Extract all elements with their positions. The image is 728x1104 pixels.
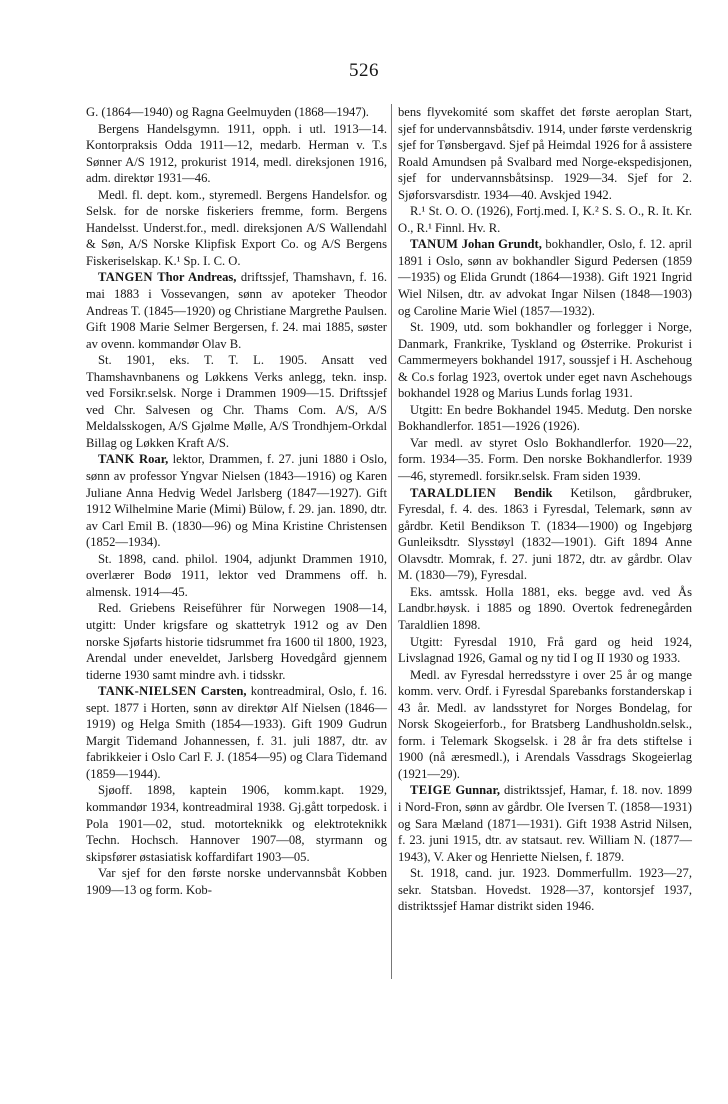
- entry-given-name: Gunnar,: [455, 783, 501, 798]
- entry-text: lektor, Drammen, f. 27. juni 1880 i Oslo, sønn av professor Yngvar Nielsen (1843—1916) og Karen Juliane Anna Hedvig Wedel Jarlsberg (1847—1927). Gift 1912 Wilhelmine Marie (Mimi) Bülow, f. 29. jan. 1890, dtr. av Carl Emil B. (1830—96) og Mina Kristine Christensen (1852—1934).: [86, 452, 388, 550]
- entry-tanum: [398, 236, 692, 319]
- entry-given-name: Johan Grundt,: [461, 237, 542, 252]
- paragraph: Utgitt: Fyresdal 1910, Frå gard og heid 1924, Livslagnad 1926, Gamal og ny tid I og II 1930 og 1933.: [398, 634, 692, 666]
- paragraph: Var medl. av styret Oslo Bokhandlerfor. 1920—22, form. 1934—35. Form. Den norske Bokhandlerfor. 1939—46, styremedl. forsikr.selsk. Fram siden 1939.: [398, 435, 692, 484]
- entry-text: Ketilson, gårdbruker, Fyresdal, f. 4. des. 1863 i Fyresdal, Telemark, sønn av gårdbr. Ketil Bendikson T. (1834—1900) og Ingebjørg Gunleiksdtr. Slysstøyl (1832—1901). Gift 1894 Anne Olavsdtr. Momrak, f. 27. juni 1872, dtr. av gårdbr. Olav M. (1830—79), Fyresdal.: [398, 485, 692, 583]
- entry-teige: [398, 782, 692, 865]
- paragraph: R.¹ St. O. O. (1926), Fortj.med. I, K.² S. S. O., R. It. Kr. O., R.¹ Finnl. Hv. R.: [398, 204, 692, 235]
- paragraph: St. 1898, cand. philol. 1904, adjunkt Drammen 1910, overlærer Bodø 1911, lektor ved Drammens off. h. almensk. 1914—45.: [86, 551, 387, 599]
- paragraph: St. 1909, utd. som bokhandler og forlegger i Norge, Danmark, Frankrike, Tyskland og Østerrike. Prokurist i Cammermeyers bokhandel 1917, soussjef i H. Aschehoug & Co.s forlag 1923, overtok under eget navn Aschehougs bokhandel 1928 og Marius Lunds forlag 1931.: [398, 320, 692, 401]
- left-column: [86, 104, 387, 898]
- paragraph: Eks. amtssk. Holla 1881, eks. begge avd. ved Ås Landbr.høysk. i 1885 og 1890. Overtok fedrenegården Taraldlien 1898.: [398, 584, 692, 632]
- paragraph: Sjøoff. 1898, kaptein 1906, komm.kapt. 1929, kommandør 1934, kontreadmiral 1938. Gj.gått torpedosk. i Pola 1901—02, stud. motorteknikk og elektroteknikk Techn. Hochsch. Hannover 1907—08, styrmann og skipsfører østasiatisk koffardifart 1903—05.: [86, 783, 387, 864]
- entry-tank: [86, 451, 387, 550]
- entry-surname: TANUM: [410, 237, 459, 252]
- entry-given-name: Roar,: [139, 452, 169, 467]
- entry-text: driftssjef, Thamshavn, f. 16. mai 1883 i Vossevangen, sønn av apoteker Theodor Andreas T. (1845—1920) og Christiane Margrethe Paulsen. Gift 1908 Marie Selmer Bergersen, f. 24. mai 1885, søster av ovenn. kommandør Olav B.: [86, 270, 387, 351]
- entry-given-name: Carsten,: [200, 684, 247, 699]
- entry-given-name: Thor Andreas,: [157, 270, 237, 285]
- right-column: [398, 104, 692, 915]
- entry-text: kontreadmiral, Oslo, f. 16. sept. 1877 i Horten, sønn av direktør Alf Nielsen (1846—1919) og Helga Smith (1854—1933). Gift 1909 Gudrun Margit Tidemand Johannessen, f. 31. juli 1887, dtr. av fabrikkeier i Oslo Carl F. J. (1854—95) og Clara Tidemand (1859—1944).: [86, 684, 388, 781]
- entry-surname: TANK: [98, 452, 135, 467]
- paragraph: Red. Griebens Reiseführer für Norwegen 1908—14, utgitt: Under krigsfare og skattetryk 1912 og av Den norske Sjøfarts historie tidsrummet fra 1600 til 1800, 1923, Arendal under eneveldet, Jarlsberg Hovedgård gjennem tiderne 1930 samt mindre avh. i tidsskr.: [86, 601, 387, 682]
- paragraph: St. 1901, eks. T. T. L. 1905. Ansatt ved Thamshavnbanens og Løkkens Verks anlegg, tekn. insp. ved Forsikr.selsk. Norge i Drammen 1909—15. Driftssjef ved Chr. Salvesen og Chr. Thams Com. A/S, A/S Meldalsskogen, A/S Gjølme Mølle, A/S Trondhjem-Orkdal Billag og Løkken Kraft A/S.: [86, 353, 387, 450]
- entry-tangen: [86, 269, 387, 352]
- entry-text: bokhandler, Oslo, f. 12. april 1891 i Oslo, sønn av bokhandler Sigurd Pedersen (1859—1935) og Elida Grundt (1864—1938). Gift 1921 Ingrid Wiel Nilsen, dtr. av advokat Ingar Nilsen (1848—1903) og Caroline Marie Wiel (1857—1932).: [398, 237, 692, 318]
- paragraph: Utgitt: En bedre Bokhandel 1945. Medutg. Den norske Bokhandlerfor. 1851—1926 (1926).: [398, 402, 692, 434]
- paragraph: bens flyvekomité som skaffet det første aeroplan Start, sjef for undervannsbåtsdiv. 1914, under første verdenskrig sjef for Tønsbergavd. Sjef på Heimdal 1926 for å assistere Roald Amundsen på Svalbard med Norge-ekspedisjonen, sjef for undervannsbåtsinsp. 1929—34. Sjef for 2. Sjøforsvarsdistr. 1934—40. Avskjed 1942.: [398, 105, 692, 202]
- entry-surname: TARALDLIEN: [410, 485, 497, 500]
- entry-text: distriktssjef, Hamar, f. 18. nov. 1899 i Nord-Fron, sønn av gårdbr. Ole Iversen T. (1858—1931) og Sara Mæland (1871—1931). Gift 1938 Astrid Nilsen, f. 23. juni 1915, dtr. av statsaut. rev. William N. (1877—1943), V. Aker og Henriette Nielsen, f. 1879.: [398, 783, 692, 864]
- paragraph: St. 1918, cand. jur. 1923. Dommerfullm. 1923—27, sekr. Statsban. Hovedst. 1928—37, kontorsjef 1937, distriktssjef Hamar distrikt siden 1946.: [398, 866, 692, 914]
- entry-surname: TANK-NIELSEN: [98, 684, 197, 699]
- paragraph: Bergens Handelsgymn. 1911, opph. i utl. 1913—14. Kontorpraksis Odda 1911—12, medarb. Herman v. T.s Sønner A/S 1912, prokurist 1914, medl. direksjonen 1916, adm. direktør 1931—46.: [86, 121, 387, 186]
- entry-surname: TEIGE: [410, 783, 452, 798]
- entry-taraldlien: [398, 485, 692, 584]
- paragraph: Var sjef for den første norske undervannsbåt Kobben 1909—13 og form. Kob-: [86, 866, 387, 897]
- paragraph: Medl. av Fyresdal herredsstyre i over 25 år og mange komm. verv. Ordf. i Fyresdal Sparebanks forstanderskap i 43 år. Medl. av landsstyret for Norges Bondelag, for Norsk Skogeierforb., for Bratsberg Landhusholdn.selsk., form. i Telemark Skogselsk. i 28 år fra dets stiftelse i 1900 (nå æresmedl.), i Arendals Vassdrags Skogeierlag (1921—29).: [398, 667, 692, 781]
- paragraph: G. (1864—1940) og Ragna Geelmuyden (1868—1947).: [86, 105, 369, 119]
- paragraph: Medl. fl. dept. kom., styremedl. Bergens Handelsfor. og Selsk. for de norske fiskeriers fremme, form. Bergens Handelsst. Underst.for., medl. direksjonen A/S Wallendahl & Søn, A/S Norske Klipfisk Export Co. og A/S Bergens Fiskeriselskap. K.¹ Sp. I. C. O.: [86, 187, 387, 268]
- column-divider: [391, 104, 392, 979]
- entry-surname: TANGEN: [98, 270, 153, 285]
- page-number: 526: [349, 60, 379, 81]
- entry-given-name: Bendik: [513, 485, 553, 500]
- entry-tank-nielsen: [86, 683, 387, 782]
